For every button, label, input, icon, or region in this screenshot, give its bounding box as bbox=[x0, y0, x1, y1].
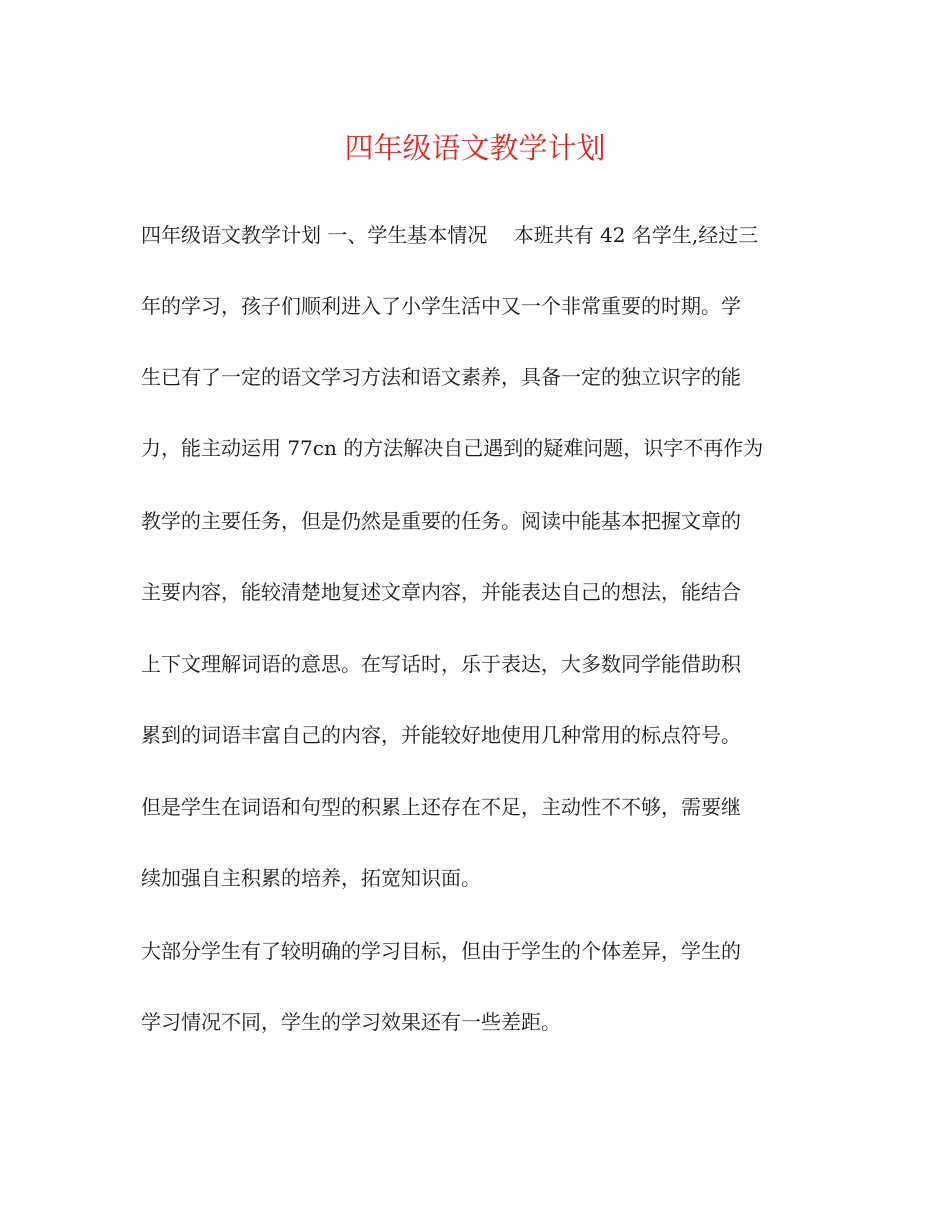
body-line-5: 教学的主要任务，但是仍然是重要的任务。阅读中能基本把握文章的 bbox=[141, 509, 741, 533]
body-line-1: 四年级语文教学计划 一、学生基本情况 本班共有 42 名学生,经过三 bbox=[141, 223, 759, 247]
body-line-12: 学习情况不同，学生的学习效果还有一些差距。 bbox=[141, 1010, 561, 1034]
body-line-2: 年的学习，孩子们顺利进入了小学生活中又一个非常重要的时期。学 bbox=[141, 294, 741, 318]
body-line-7: 上下文理解词语的意思。在写话时，乐于表达，大多数同学能借助积 bbox=[141, 652, 741, 676]
body-line-10: 续加强自主积累的培养，拓宽知识面。 bbox=[141, 866, 481, 890]
body-line-11: 大部分学生有了较明确的学习目标，但由于学生的个体差异，学生的 bbox=[141, 939, 741, 963]
body-line-3: 生已有了一定的语文学习方法和语文素养，具备一定的独立识字的能 bbox=[141, 365, 741, 389]
body-line-6: 主要内容，能较清楚地复述文章内容，并能表达自己的想法，能结合 bbox=[141, 580, 741, 604]
body-line-4: 力，能主动运用 77cn 的方法解决自己遇到的疑难问题，识字不再作为 bbox=[141, 436, 764, 460]
document-title: 四年级语文教学计划 bbox=[344, 131, 606, 165]
body-line-8: 累到的词语丰富自己的内容，并能较好地使用几种常用的标点符号。 bbox=[141, 723, 741, 747]
body-line-9: 但是学生在词语和句型的积累上还存在不足，主动性不不够，需要继 bbox=[141, 795, 741, 819]
